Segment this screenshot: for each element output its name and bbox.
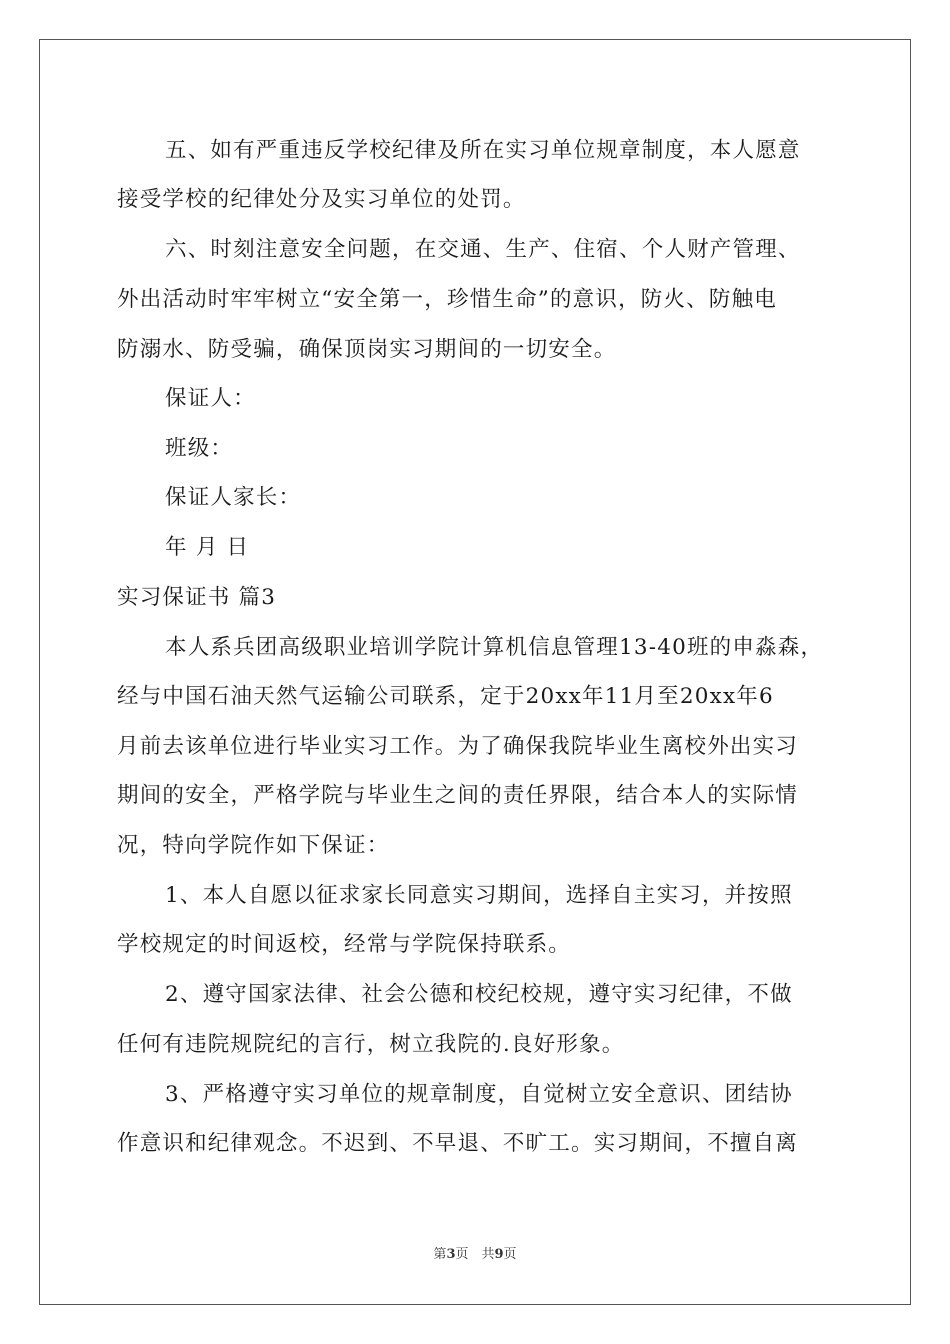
item-1-line-2: 学校规定的时间返校，经常与学院保持联系。 (117, 932, 572, 957)
footer-total-pages: 9 (494, 1247, 504, 1262)
guarantor-parent-label: 保证人家长： (165, 485, 302, 510)
section-title: 实习保证书 篇3 (117, 585, 277, 610)
paragraph-5-line-1: 五、如有严重违反学校纪律及所在实习单位规章制度，本人愿意 (165, 138, 801, 163)
intro-line-4: 期间的安全，严格学院与毕业生之间的责任界限，结合本人的实际情 (117, 783, 799, 808)
page-footer (0, 1246, 950, 1264)
item-2-line-1: 2、遵守国家法律、社会公德和校纪校规，遵守实习纪律，不做 (165, 982, 793, 1007)
item-3-line-2: 作意识和纪律观念。不迟到、不早退、不旷工。实习期间，不擅自离 (117, 1131, 799, 1156)
intro-line-3: 月前去该单位进行毕业实习工作。为了确保我院毕业生离校外出实习 (117, 734, 799, 759)
footer-prefix: 第 (433, 1247, 447, 1262)
paragraph-5-line-2: 接受学校的纪律处分及实习单位的处罚。 (117, 187, 526, 212)
item-1-line-1: 1、本人自愿以征求家长同意实习期间，选择自主实习，并按照 (165, 883, 793, 908)
item-3-line-1: 3、严格遵守实习单位的规章制度，自觉树立安全意识、团结协 (165, 1082, 793, 1107)
footer-middle: 页 共 (455, 1247, 495, 1262)
intro-line-5: 况，特向学院作如下保证： (117, 833, 390, 858)
guarantor-label: 保证人： (165, 386, 256, 411)
class-label: 班级： (165, 436, 234, 461)
intro-line-2: 经与中国石油天然气运输公司联系，定于20xx年11月至20xx年6 (117, 684, 774, 709)
footer-suffix: 页 (503, 1247, 517, 1262)
paragraph-6-line-1: 六、时刻注意安全问题，在交通、生产、住宿、个人财产管理、 (165, 237, 801, 262)
page-border (39, 39, 911, 1305)
footer-current-page: 3 (446, 1247, 456, 1262)
paragraph-6-line-3: 防溺水、防受骗，确保顶岗实习期间的一切安全。 (117, 337, 617, 362)
item-2-line-2: 任何有违院规院纪的言行，树立我院的.良好形象。 (117, 1032, 625, 1057)
intro-line-1: 本人系兵团高级职业培训学院计算机信息管理13-40班的申淼森， (165, 635, 824, 660)
date-line: 年 月 日 (165, 535, 250, 560)
paragraph-6-line-2: 外出活动时牢牢树立“安全第一，珍惜生命”的意识，防火、防触电 (117, 287, 777, 312)
